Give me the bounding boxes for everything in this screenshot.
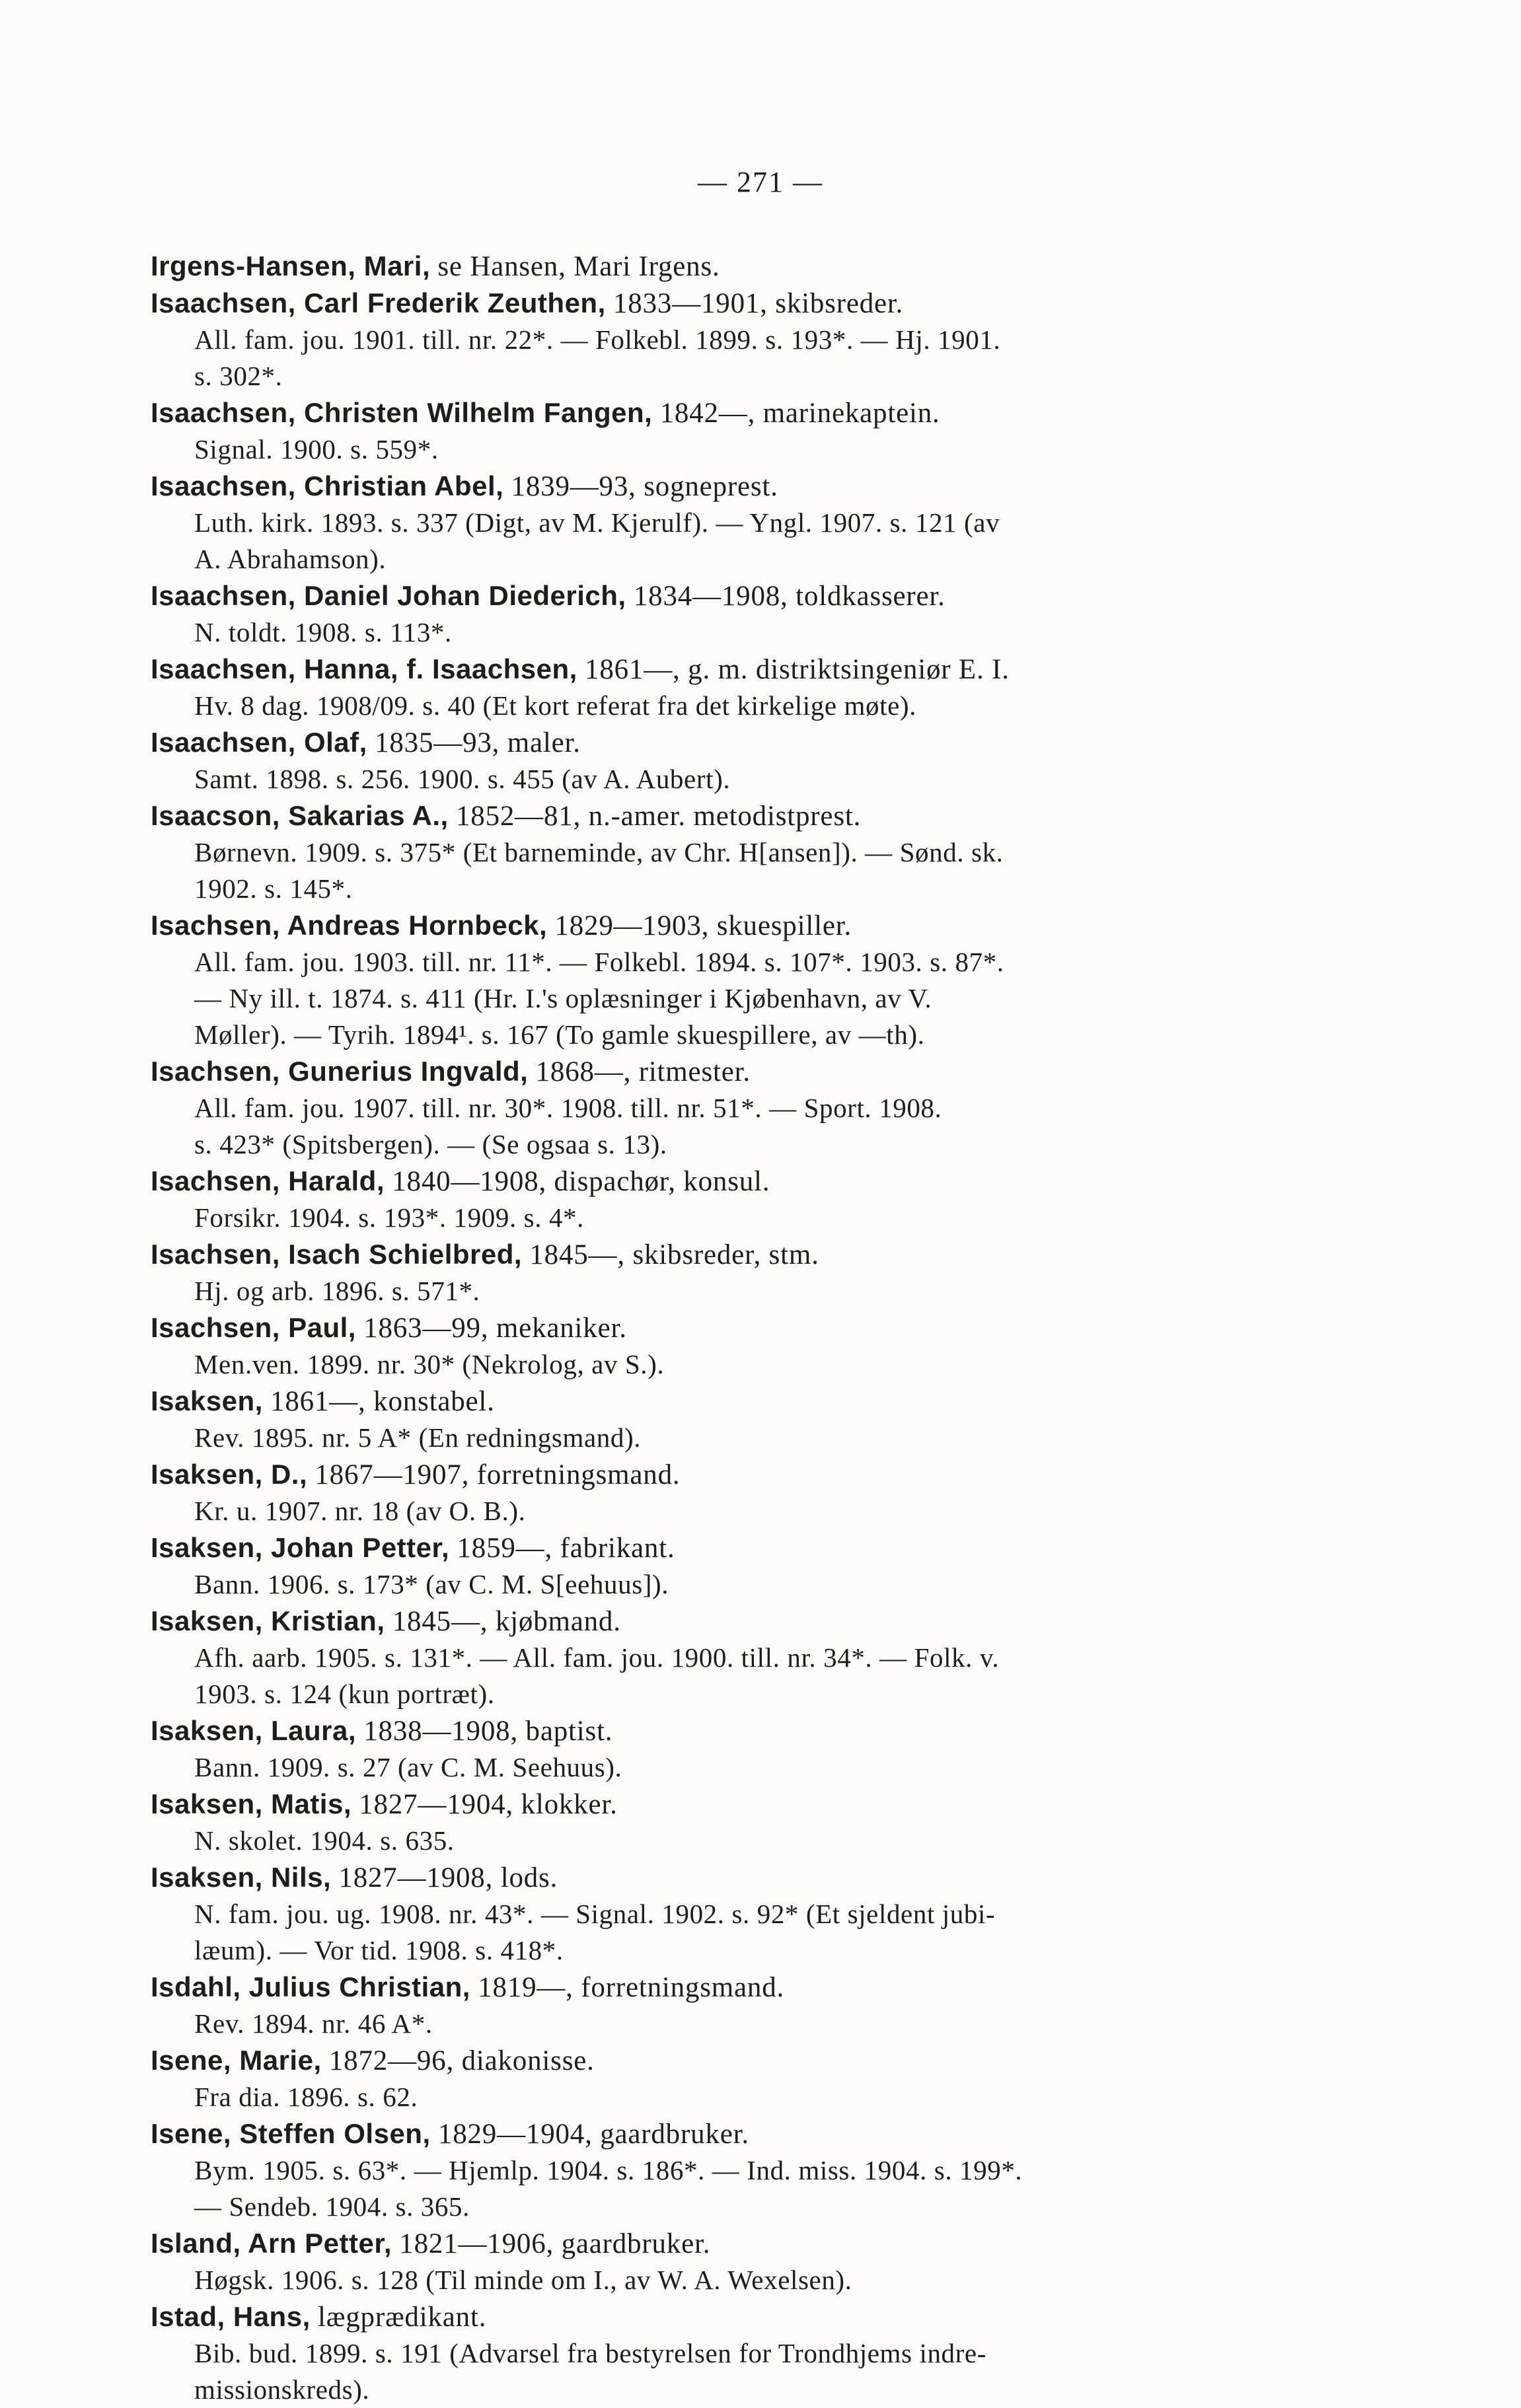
entry-source-line: Høgsk. 1906. s. 128 (Til minde om I., av W. A. Wexelsen). — [194, 2265, 852, 2295]
entry-heading — [151, 2042, 1300, 2079]
entry-heading — [151, 907, 1300, 944]
entry-heading — [151, 1969, 1300, 2006]
entry-name: Isaksen, D., — [151, 1459, 308, 1490]
entry-source-line: All. fam. jou. 1901. till. nr. 22*. — Folkebl. 1899. s. 193*. — Hj. 1901. — [194, 324, 1001, 355]
entry-name: Isachsen, Andreas Hornbeck, — [151, 910, 548, 941]
entry-source-line: s. 423* (Spitsbergen). — (Se ogsaa s. 13). — [194, 1129, 667, 1159]
list-item — [151, 1529, 1300, 1603]
entry-name: Isachsen, Harald, — [151, 1165, 385, 1196]
list-item — [151, 394, 1300, 468]
entry-source-line: læum). — Vor tid. 1908. s. 418*. — [194, 1935, 564, 1965]
entry-description: 1819—, forretningsmand. — [478, 1972, 785, 2003]
entry-name: Isachsen, Isach Schielbred, — [151, 1239, 523, 1270]
entry-source-line: missionskreds). — [194, 2374, 370, 2405]
entry-source-line: 1902. s. 145*. — [194, 873, 353, 904]
list-item — [151, 468, 1300, 577]
entry-source-line: N. toldt. 1908. s. 113*. — [194, 617, 452, 647]
list-item — [151, 577, 1300, 651]
entry-source-line: Signal. 1900. s. 559*. — [194, 434, 439, 464]
entry-heading — [151, 394, 1300, 431]
entry-heading — [151, 651, 1300, 688]
entry-name: Isaksen, Johan Petter, — [151, 1532, 450, 1563]
entry-name: Isaksen, Laura, — [151, 1715, 356, 1746]
entry-heading — [151, 248, 1300, 285]
entry-name: Isaksen, Matis, — [151, 1788, 352, 1819]
list-item — [151, 907, 1300, 1053]
entry-name: Isaachsen, Daniel Johan Diederich, — [151, 580, 626, 611]
list-item — [151, 1456, 1300, 1529]
entry-source-line: N. skolet. 1904. s. 635. — [194, 1825, 455, 1856]
list-item — [151, 285, 1300, 394]
entry-heading — [151, 468, 1300, 505]
entry-name: Isaachsen, Christen Wilhelm Fangen, — [151, 397, 653, 428]
entry-source-line: All. fam. jou. 1903. till. nr. 11*. — Folkebl. 1894. s. 107*. 1903. s. 87*. — [194, 947, 1004, 977]
entry-description: 1861—, konstabel. — [270, 1386, 495, 1417]
entry-heading — [151, 1529, 1300, 1566]
entry-description: se Hansen, Mari Irgens. — [437, 251, 720, 282]
entry-name: Isdahl, Julius Christian, — [151, 1971, 470, 2002]
entry-description: 1827—1904, klokker. — [359, 1789, 618, 1820]
entry-heading — [151, 2115, 1300, 2152]
entry-description: 1845—, kjøbmand. — [392, 1606, 621, 1637]
entry-source-line: Luth. kirk. 1893. s. 337 (Digt, av M. Kjerulf). — Yngl. 1907. s. 121 (av — [194, 507, 1000, 538]
page-number: — 271 — — [698, 166, 823, 198]
list-item — [151, 1712, 1300, 1786]
list-item — [151, 724, 1300, 797]
entry-name: Isaachsen, Carl Frederik Zeuthen, — [151, 287, 606, 318]
list-item — [151, 1236, 1300, 1309]
list-item — [151, 1859, 1300, 1969]
entry-list — [151, 248, 1300, 2408]
entry-source-line: A. Abrahamson). — [194, 544, 387, 574]
entry-source-line: Fra dia. 1896. s. 62. — [194, 2082, 418, 2112]
entry-name: Isene, Marie, — [151, 2045, 322, 2076]
entry-source-line: 1903. s. 124 (kun portræt). — [194, 1679, 495, 1709]
entry-heading — [151, 1712, 1300, 1749]
entry-heading — [151, 1309, 1300, 1346]
entry-source-line: Børnevn. 1909. s. 375* (Et barneminde, av Chr. H[ansen]). — Sønd. sk. — [194, 837, 1004, 867]
entry-heading — [151, 797, 1300, 834]
entry-source-line: Hv. 8 dag. 1908/09. s. 40 (Et kort referat fra det kirkelige møte). — [194, 690, 916, 721]
entry-name: Isachsen, Paul, — [151, 1312, 356, 1343]
entry-description: lægprædikant. — [318, 2302, 487, 2333]
entry-heading — [151, 577, 1300, 614]
entry-source-line: Kr. u. 1907. nr. 18 (av O. B.). — [194, 1496, 526, 1526]
entry-name: Irgens-Hansen, Mari, — [151, 250, 431, 281]
list-item — [151, 2298, 1300, 2408]
entry-description: 1852—81, n.-amer. metodistprest. — [455, 801, 862, 832]
entry-source-line: Møller). — Tyrih. 1894¹. s. 167 (To gamle skuespillere, av —th). — [194, 1019, 925, 1050]
entry-heading — [151, 1383, 1300, 1420]
entry-source-line: Bann. 1909. s. 27 (av C. M. Seehuus). — [194, 1752, 622, 1782]
entry-source-line: Men.ven. 1899. nr. 30* (Nekrolog, av S.). — [194, 1349, 665, 1379]
list-item — [151, 1383, 1300, 1456]
entry-description: 1872—96, diakonisse. — [328, 2045, 595, 2076]
list-item — [151, 1053, 1300, 1163]
entry-heading — [151, 1053, 1300, 1090]
entry-description: 1845—, skibsreder, stm. — [529, 1239, 819, 1270]
entry-description: 1834—1908, toldkasserer. — [633, 581, 946, 612]
list-item — [151, 1603, 1300, 1712]
entry-description: 1861—, g. m. distriktsingeniør E. I. — [585, 654, 1010, 685]
list-item — [151, 1786, 1300, 1859]
entry-name: Isachsen, Gunerius Ingvald, — [151, 1056, 529, 1087]
entry-description: 1867—1907, forretningsmand. — [315, 1459, 681, 1490]
entry-description: 1829—1903, skuespiller. — [554, 910, 852, 941]
entry-source-line: All. fam. jou. 1907. till. nr. 30*. 1908. till. nr. 51*. — Sport. 1908. — [194, 1093, 942, 1123]
entry-description: 1839—93, sogneprest. — [511, 471, 778, 502]
entry-source-line: s. 302*. — [194, 361, 283, 391]
entry-source-line: Afh. aarb. 1905. s. 131*. — All. fam. jou. 1900. till. nr. 34*. — Folk. v. — [194, 1642, 1000, 1673]
entry-heading — [151, 1456, 1300, 1493]
entry-heading — [151, 2298, 1300, 2335]
entry-description: 1833—1901, skibsreder. — [613, 288, 904, 319]
entry-description: 1821—1906, gaardbruker. — [399, 2228, 711, 2259]
entry-source-line: Forsikr. 1904. s. 193*. 1909. s. 4*. — [194, 1202, 584, 1233]
entry-description: 1840—1908, dispachør, konsul. — [392, 1166, 770, 1197]
list-item — [151, 248, 1300, 285]
entry-description: 1838—1908, baptist. — [363, 1716, 613, 1747]
entry-heading — [151, 285, 1300, 322]
entry-name: Isaksen, Nils, — [151, 1862, 332, 1893]
list-item — [151, 797, 1300, 907]
entry-description: 1827—1908, lods. — [338, 1862, 558, 1893]
entry-source-line: — Sendeb. 1904. s. 365. — [194, 2191, 470, 2222]
entry-name: Isene, Steffen Olsen, — [151, 2118, 431, 2149]
entry-description: 1829—1904, gaardbruker. — [437, 2119, 749, 2150]
entry-source-line: Bym. 1905. s. 63*. — Hjemlp. 1904. s. 186*. — Ind. miss. 1904. s. 199*. — [194, 2155, 1023, 2185]
list-item — [151, 1309, 1300, 1383]
entry-name: Isaksen, Kristian, — [151, 1605, 385, 1636]
list-item — [151, 1969, 1300, 2042]
entry-name: Istad, Hans, — [151, 2301, 311, 2332]
entry-description: 1863—99, mekaniker. — [363, 1313, 627, 1344]
entry-heading — [151, 1163, 1300, 1200]
list-item — [151, 2115, 1300, 2225]
list-item — [151, 2042, 1300, 2115]
entry-name: Isaksen, — [151, 1385, 263, 1416]
entry-source-line: Rev. 1895. nr. 5 A* (En redningsmand). — [194, 1422, 642, 1453]
entry-description: 1842—, marinekaptein. — [659, 398, 940, 429]
entry-heading — [151, 1603, 1300, 1640]
entry-source-line: Hj. og arb. 1896. s. 571*. — [194, 1276, 480, 1306]
entry-name: Isaachsen, Olaf, — [151, 727, 367, 758]
list-item — [151, 2225, 1300, 2298]
entry-source-line: Rev. 1894. nr. 46 A*. — [194, 2008, 433, 2039]
entry-source-line: N. fam. jou. ug. 1908. nr. 43*. — Signal. 1902. s. 92* (Et sjeldent jubi- — [194, 1899, 996, 1929]
entry-source-line: Bib. bud. 1899. s. 191 (Advarsel fra bestyrelsen for Trondhjems indre- — [194, 2338, 986, 2368]
entry-source-line: — Ny ill. t. 1874. s. 411 (Hr. I.'s oplæsninger i Kjøbenhavn, av V. — [194, 983, 932, 1013]
entry-source-line: Samt. 1898. s. 256. 1900. s. 455 (av A. Aubert). — [194, 764, 731, 794]
entry-name: Isaachsen, Hanna, f. Isaachsen, — [151, 653, 577, 684]
entry-heading — [151, 1786, 1300, 1823]
list-item — [151, 1163, 1300, 1236]
entry-heading — [151, 2225, 1300, 2262]
entry-heading — [151, 1236, 1300, 1273]
entry-name: Isaachsen, Christian Abel, — [151, 470, 504, 501]
entry-description: 1868—, ritmester. — [535, 1056, 751, 1087]
list-item — [151, 651, 1300, 724]
entry-name: Isaacson, Sakarias A., — [151, 800, 449, 831]
entry-description: 1859—, fabrikant. — [457, 1533, 675, 1564]
entry-heading — [151, 724, 1300, 761]
entry-heading — [151, 1859, 1300, 1896]
entry-source-line: Bann. 1906. s. 173* (av C. M. S[eehuus]). — [194, 1569, 669, 1599]
entry-name: Island, Arn Petter, — [151, 2228, 392, 2259]
entry-description: 1835—93, maler. — [375, 727, 581, 758]
